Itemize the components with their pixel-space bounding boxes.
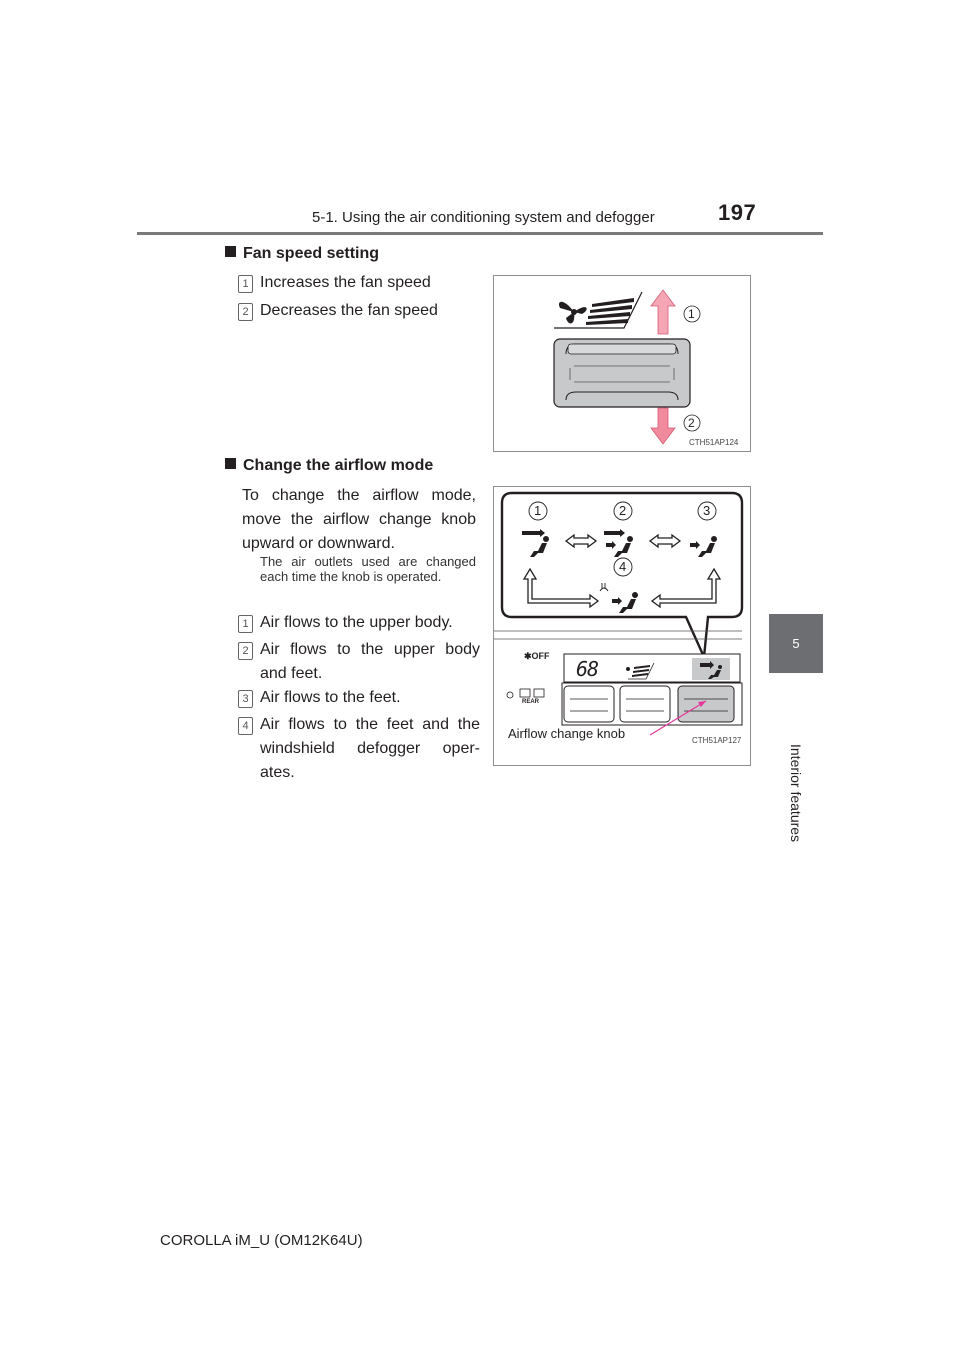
airflow-note: The air outlets used are changed each time the knob is operated. xyxy=(260,554,476,584)
airflow-callout-4: 4 xyxy=(619,559,627,574)
header-divider xyxy=(137,232,823,235)
airflow-item-4-num xyxy=(238,716,253,735)
airflow-item-1-text: Air flows to the upper body. xyxy=(260,614,453,631)
air-knob xyxy=(564,686,734,722)
airflow-callout-1: 1 xyxy=(534,503,542,518)
fan-item-1 xyxy=(238,271,253,295)
fan-off-label xyxy=(524,651,550,662)
fan-switch-illustration xyxy=(494,276,750,451)
airflow-item-2-line-2: and feet. xyxy=(260,665,323,682)
callout-number: 2 xyxy=(238,642,253,660)
airflow-item-4-line-3: ates. xyxy=(260,764,295,781)
rear-defog-icon xyxy=(520,689,530,697)
airflow-item-4-line-2: windshield defogger oper- xyxy=(260,740,480,757)
fan-item-2-text: Decreases the fan speed xyxy=(260,302,438,319)
airflow-item-2-line-1: Air flows to the upper body xyxy=(260,641,480,658)
airflow-callout-3: 3 xyxy=(703,503,711,518)
rear-label: REAR xyxy=(522,699,540,705)
chapter-number: 5 xyxy=(792,636,800,651)
airflow-intro: To change the airflow mode, move the airflow change knob upward or downward. xyxy=(242,487,476,552)
airflow-figure xyxy=(493,486,751,766)
airflow-illustration xyxy=(494,487,750,765)
mirror-defog-icon xyxy=(534,689,544,697)
figure-code: CTH51AP127 xyxy=(692,736,742,745)
airflow-item-1-num xyxy=(238,614,253,633)
callout-number: 1 xyxy=(238,275,253,293)
airflow-item-3-text: Air flows to the feet. xyxy=(260,689,401,706)
airflow-item-4-line-1: Air flows to the feet and the xyxy=(260,716,480,733)
fan-item-1-text: Increases the fan speed xyxy=(260,274,431,291)
callout-number: 2 xyxy=(238,303,253,321)
up-arrow-icon xyxy=(651,290,675,334)
figure-callout-2: 2 xyxy=(688,416,695,430)
fan-speed-wedge-icon xyxy=(586,298,634,325)
airflow-callout-2: 2 xyxy=(619,503,627,518)
airflow-item-2-num xyxy=(238,641,253,660)
airflow-heading-text: Change the airflow mode xyxy=(243,457,434,474)
fan-speed-heading xyxy=(225,245,379,263)
section-title: 5-1. Using the air conditioning system and defogger xyxy=(312,209,655,226)
temperature-display: 68 xyxy=(576,657,599,681)
figure-code: CTH51AP124 xyxy=(689,438,739,447)
airflow-item-3-num xyxy=(238,689,253,708)
airflow-heading xyxy=(225,457,433,475)
fan-icon: ✱ xyxy=(524,651,532,661)
indicator-light-icon xyxy=(507,692,513,698)
callout-number: 1 xyxy=(238,615,253,633)
down-arrow-icon xyxy=(651,408,675,444)
square-bullet-icon xyxy=(225,246,236,257)
figure-callout-1: 1 xyxy=(688,307,695,321)
chapter-title: Interior features xyxy=(788,744,804,843)
chapter-tab xyxy=(769,614,823,673)
fan-icon xyxy=(559,302,587,324)
airflow-knob-label: Airflow change knob xyxy=(508,726,626,741)
callout-number: 4 xyxy=(238,717,253,735)
footer-model: COROLLA iM_U (OM12K64U) xyxy=(160,1232,363,1249)
callout-number: 3 xyxy=(238,690,253,708)
fan-speed-heading-text: Fan speed setting xyxy=(243,245,380,262)
fan-item-2 xyxy=(238,299,253,323)
fan-off-text: OFF xyxy=(531,651,550,661)
square-bullet-icon xyxy=(225,458,236,469)
fan-speed-figure xyxy=(493,275,751,452)
page-number: 197 xyxy=(718,200,757,225)
